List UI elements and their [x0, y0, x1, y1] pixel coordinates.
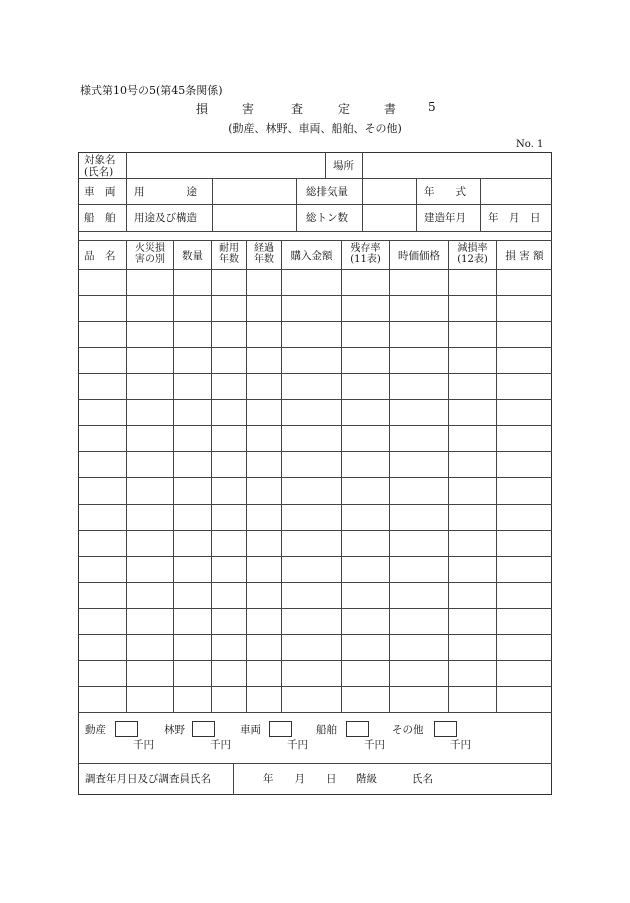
divider [78, 763, 552, 764]
table-row-line [78, 347, 552, 348]
table-row-line [78, 530, 552, 531]
col-residual [342, 243, 389, 265]
table-row-line [78, 425, 552, 426]
label-line: (氏名) [84, 166, 114, 178]
col-quantity: 数量 [182, 250, 203, 262]
divider [362, 152, 363, 231]
label-line: 減損率 [457, 243, 488, 254]
vehicle-label: 車 両 [84, 186, 116, 198]
ship-label: 船 舶 [84, 212, 116, 224]
table-column-line [211, 240, 212, 712]
title-char: 5 [428, 100, 436, 114]
total-forest-label: 林野 [164, 724, 185, 736]
location-label: 場所 [333, 160, 354, 172]
col-damage: 損 害 額 [505, 250, 544, 262]
survey-name: 氏名 [412, 773, 433, 785]
table-row-line [78, 660, 552, 661]
table-row-line [78, 399, 552, 400]
divider [126, 152, 127, 231]
col-depreciation [449, 243, 496, 265]
divider [233, 763, 234, 795]
ship-use-label: 用途及び構造 [134, 212, 197, 224]
label-line: 耐用 [219, 243, 239, 254]
build-date-value: 年 月 日 [488, 212, 541, 224]
divider [78, 712, 552, 713]
table-row-line [78, 634, 552, 635]
table-row-line [78, 451, 552, 452]
table-column-line [496, 240, 497, 712]
table-column-line [173, 240, 174, 712]
label-line: 年数 [254, 254, 274, 265]
table-column-line [389, 240, 390, 712]
col-elapsed [247, 243, 281, 265]
unit-label: 千円 [450, 739, 471, 751]
total-vehicle-label: 車両 [240, 724, 261, 736]
target-name-label [84, 154, 116, 178]
col-item: 品 名 [84, 250, 116, 262]
unit-label: 千円 [210, 739, 231, 751]
total-ship-box[interactable] [346, 721, 369, 737]
vehicle-use-label: 用 途 [134, 186, 197, 198]
page-number: No. 1 [516, 139, 544, 150]
survey-rank: 階級 [356, 773, 377, 785]
table-row-line [78, 504, 552, 505]
total-ship-label: 船舶 [316, 724, 337, 736]
table-row-line [78, 556, 552, 557]
table-column-line [246, 240, 247, 712]
form-number: 様式第10号の5(第45条関係) [80, 84, 223, 97]
total-vehicle-box[interactable] [269, 721, 292, 737]
survey-date: 年 月 日 [263, 773, 337, 785]
divider [325, 152, 326, 178]
label-line: 経過 [254, 243, 274, 254]
divider [296, 178, 297, 231]
divider [416, 178, 417, 231]
title-char: 害 [242, 102, 255, 116]
col-purchase: 購入金額 [290, 250, 333, 262]
document-subtitle: (動産、林野、車両、船舶、その他) [228, 122, 402, 135]
table-row-line [78, 608, 552, 609]
label-line: 火災損 [135, 243, 165, 254]
table-row-line [78, 477, 552, 478]
divider [480, 178, 481, 231]
divider [78, 231, 552, 232]
table-row-line [78, 582, 552, 583]
table-row-line [78, 321, 552, 322]
displacement-label: 総排気量 [306, 186, 348, 198]
divider [78, 240, 552, 241]
table-column-line [281, 240, 282, 712]
unit-label: 千円 [133, 739, 154, 751]
unit-label: 千円 [364, 739, 385, 751]
divider [212, 178, 213, 231]
label-line: (12表) [457, 254, 488, 265]
col-fire [127, 243, 173, 265]
total-movable-box[interactable] [115, 721, 138, 737]
total-other-box[interactable] [434, 721, 457, 737]
table-row-line [78, 373, 552, 374]
title-char: 査 [291, 102, 304, 116]
label-line: 残存率 [350, 243, 381, 254]
total-movable-label: 動産 [85, 724, 106, 736]
label-line: 年数 [219, 254, 239, 265]
total-forest-box[interactable] [192, 721, 215, 737]
tonnage-label: 総トン数 [306, 212, 348, 224]
model-year-label: 年 式 [424, 186, 466, 198]
col-life [212, 243, 246, 265]
title-char: 書 [384, 102, 397, 116]
unit-label: 千円 [287, 739, 308, 751]
label-line: 害の別 [135, 254, 165, 265]
divider [78, 269, 552, 270]
build-date-label: 建造年月 [424, 212, 466, 224]
table-row-line [78, 686, 552, 687]
table-column-line [341, 240, 342, 712]
table-column-line [126, 240, 127, 712]
col-market: 時価価格 [398, 250, 440, 262]
table-column-line [448, 240, 449, 712]
title-char: 損 [196, 102, 209, 116]
label-line: 対象名 [84, 154, 116, 166]
table-row-line [78, 295, 552, 296]
title-char: 定 [338, 102, 351, 116]
survey-label: 調査年月日及び調査員氏名 [85, 773, 211, 785]
label-line: (11表) [350, 254, 381, 265]
total-other-label: その他 [392, 724, 424, 736]
